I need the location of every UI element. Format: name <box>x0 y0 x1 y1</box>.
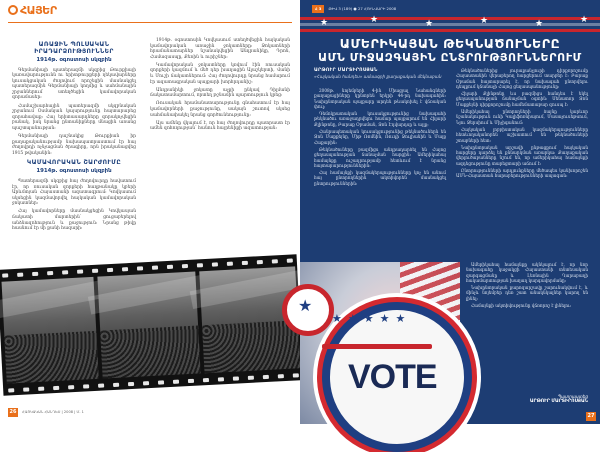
issue-text: ԹԻՎ 3 (189) ● 27 ՀՈՒՆՎԱՐԻ 2008 <box>328 6 397 11</box>
column2-paragraph: 1914թ. օգոստոսին Կովկասում ստեղծվեցին հայկական կամավորական առաջին ջոկատները։ Ջոկատների հրամանատարներ նշանակվեցին Անդրանիկը, Դրոն, Համազասպը, Քեռին և ուրիշներ։ <box>150 38 290 60</box>
article2-subheading: 1914թ. օգոստոսի սկզբին <box>36 168 112 175</box>
film-frame <box>97 272 200 379</box>
article-paragraph: Հայ համայնքի կազմակերպությունները կոչ են անում հայ ընտրողներին ակտիվորեն մասնակցել ընտրություններին։ <box>314 170 446 186</box>
article-paragraph: Հայկական լոբբիստական կազմակերպությունները հետևողականորեն աշխատում են թեկնածուների շտաբների հետ։ <box>456 126 588 143</box>
page-number: 27 <box>587 413 595 419</box>
article2-paragraph: Հայ կամավորները մասնակցեցին Կովկասյան ճակատի մարտերին՝ ցուցաբերելով անձնազոհություն և քաջություն։ Նրանց թիվը հասնում էր մի քանի հազարի։ <box>12 209 136 232</box>
article-paragraph: Դեմոկրատական կուսակցությունից նախագահի թեկնածու առաջադրվելու համար պայքարում են Հիլարի Քլինթոնը, Բարաք Օբաման, Ջոն Էդվարդսը և այլք։ <box>314 111 446 127</box>
article-paragraph: Թեկնածուներից յուրաքանչյուրի դիրքորոշումը Հայաստանին վերաբերող հարցերում տարբեր է։ Բարաք Օբաման հայտարարել է, որ նախագահ ընտրվելու դեպքում կճանաչի Հայոց ցեղասպանությունը։ <box>456 68 588 89</box>
right-page-column-3 <box>466 262 588 390</box>
signature-name: ԱՐԹՈՒՐ ՄԱՐՏԻՐՈՍՅԱՆ <box>529 399 588 404</box>
star-icon: ★ <box>535 19 544 29</box>
article1-heading: ԱՌԱՋԻՆ ՊՈԼՍԱԿԱՆ ԻՐԱԴԱՐՁՈՒԹՅՈՒՆՆԵՐ <box>34 41 114 55</box>
page-number: 26 <box>9 409 17 415</box>
article-paragraph: Նախընտրական քարոզարշավը շարունակվում է, և մինչև նոյեմբեր դեռ շատ անակնկալներ կարող են լինել։ <box>466 285 588 301</box>
author-role: «Հայկական հանդես» ամսագրի քաղաքական մեկնաբան <box>314 74 442 79</box>
right-page <box>300 0 600 424</box>
article-signature <box>530 394 588 405</box>
article-paragraph: Ընտրությունների արդյունքները մեծապես կանխորոշեն ԱՄՆ-Հայաստան հարաբերությունների ապագան։ <box>456 168 588 179</box>
article-paragraph: 2008թ. նոյեմբերի 4-ին Միացյալ Նահանգների քաղաքացիները կընտրեն երկրի 44-րդ նախագահին։ Նախընտրական պայքարը արդեն թևակոխել է վճռական փուլ։ <box>314 88 446 109</box>
title-line-2: ԱՄՆ ՄԻՋԱԶԳԱՅԻՆ ԸՆՏՐՈՒԹՅՈՒՆՆԵՐՈՒՄ <box>318 51 582 64</box>
left-page-column-2 <box>150 38 290 256</box>
article-title <box>310 36 590 65</box>
author-name: ԱՐԹՈՒՐ ՄԱՐՏԻՐՈՍՅԱՆ <box>314 68 378 73</box>
badge-stars-icon: ★★★★★ <box>332 312 412 325</box>
article-paragraph: Ամերիկահայ համայնքը ակնկալում է, որ նոր նախագահը կաջակցի Հայաստանի տնտեսական զարգացմանը և Լեռնային Ղարաբաղի հակամարտության խաղաղ կարգավորմանը։ <box>466 262 588 283</box>
article-paragraph: Համայնքի ակտիվությունը վճռորոշ է լինելու։ <box>471 303 572 309</box>
star-icon: ★ <box>425 19 434 29</box>
logo-swirl-icon <box>8 5 18 15</box>
logo-text: ՀԱՅԵՐ <box>20 4 57 17</box>
article-paragraph: Նախընտրական արշավի ընթացքում հայկական հարցերը դարձել են քննարկման առարկա։ Քաղաքական վերլուծաբանները նշում են, որ ամերիկահայ համայնքի ազդեցությունը տարեցտարի աճում է։ <box>456 144 588 166</box>
left-page <box>0 0 300 424</box>
column2-paragraph: Այս ամենը վկայում է, որ հայ ժողովուրդը պատրաստ էր ամեն զոհողության՝ հանուն հայրենիքի ազատության։ <box>150 120 290 132</box>
article1-paragraph: Գերմանիայի պատերազմի սկզբից Թուրքիայի կառավարությունն ու երիտթուրքերի ղեկավարները կուսակցական ժողովում որոշեցին մասնակցել պատերազմին Գերմանիայի կողմից և սահմանային շրջաններում ստեղծեցին կամավորական զորամասեր։ <box>12 67 136 101</box>
article2-heading: ԿԱՄԱՎՈՐԱԿԱՆ ՇԱՐԺՈՒՄԸ <box>26 159 122 167</box>
left-page-column-1 <box>12 38 136 256</box>
vote-badge-text: VOTE <box>348 358 437 396</box>
article1-paragraph: Գերմանիայի դաշնակից Թուրքիան իր քաղաքականությամբ նախապատրաստում էր հայ ժողովրդի ոչնչացման ծրագիրը, որն իրականացվեց 1915 թվականին։ <box>12 134 136 156</box>
star-icon: ★ <box>480 16 489 26</box>
right-page-column-1 <box>314 88 446 258</box>
article-paragraph: Հիլարի Քլինթոնը ևս բազմիցս հանդես է եկել ցեղասպանության ճանաչման օգտին։ Սենատոր Ջոն Մաքքեյնի դիրքորոշումը համեմատաբար զուսպ է։ <box>456 91 588 107</box>
film-frame <box>2 277 99 384</box>
left-page-footer <box>0 398 300 424</box>
star-icon: ★ <box>320 18 329 28</box>
column2-paragraph: Անդրանիկի ջոկատը աչքի ընկավ Դիլմանի ճակատամարտում, որտեղ թշնամին պարտություն կրեց։ <box>150 87 290 99</box>
film-strip-photo <box>0 254 303 396</box>
article1-subheading: 1914թ. օգոստոսի սկզբին <box>36 57 112 63</box>
article-paragraph: Ամերիկահայ ընտրողների ձայնը կարևոր նշանակություն ունի Կալիֆոռնիայում, Մասաչուսեթսում, Նյու Ջերսիում և Միչիգանում։ <box>456 109 588 125</box>
author-block <box>314 68 442 79</box>
star-icon: ★ <box>580 15 589 25</box>
footer-text: ՀԱՅԿԱԿԱՆ ՀԱՆԴԵՍ | 2008 | Մ. 1 <box>22 410 84 414</box>
issue-number: Հ 3 <box>312 5 324 13</box>
article-paragraph: Հանրապետական կուսակցությունից թեկնածուներն են Ջոն Մաքքեյնը, Միթ Ռոմնին, Ռուդի Ջուլիանին և Մայք Հաքաբին։ <box>314 129 446 145</box>
star-icon: ★ <box>370 15 379 25</box>
issue-bar <box>312 5 588 13</box>
article1-paragraph: Համաշխարհային պատերազմի սկզբնական շրջանում Օսմանյան կայսրությունը հայտարարեց զորահավաք։ Հայ երիտասարդները զորակոչվեցին բանակ, իսկ նրանց ընտանիքները մնացին առանց պաշտպանության։ <box>12 103 136 131</box>
header-divider <box>8 22 292 23</box>
magazine-logo <box>8 4 57 22</box>
signature-label: Պատրաստեց <box>557 394 588 399</box>
column2-paragraph: Կամավորական ջոկատները կռվում էին ռուսական զորքերի կազմում և մեծ դեր խաղացին Ալաշկերտի, Վանի և Մուշի ճակատներում։ Հայ ժողովուրդը նրանց համարում էր ազատագրական պայքարի խորհրդանիշ։ <box>150 62 290 85</box>
article-paragraph: Թեկնածուները բազմիցս անդրադարձել են Հայոց ցեղասպանության ճանաչման հարցին։ Ամերիկահայ համայնքը ուշադրությամբ հետևում է նրանց հայտարարություններին։ <box>314 146 446 168</box>
column2-paragraph: Ռուսական հրամանատարությունը գնահատում էր հայ կամավորների քաջությունը, սակայն շուտով սկսեց սահմանափակել նրանց գործունեությունը։ <box>150 101 290 118</box>
stars-and-stripes-band <box>300 14 600 34</box>
badge-red-stripe <box>322 344 432 349</box>
article2-paragraph: Պատերազմի սկզբից հայ ժողովուրդը հավատում էր, որ ռուսական զորքերի հաղթանակը կբերի Արևմտյան Հայաստանի ազատագրում։ Կովկասում սկսեցին կազմավորվել հայկական կամավորական ջոկատներ։ <box>12 178 136 207</box>
title-line-1: ԱՄԵՐԻԿԱՅԱՆ ԹԵԿՆԱԾՈՒՆԵՐԸ <box>339 36 561 51</box>
vote-badge-photo <box>300 262 460 424</box>
star-icon: ★ <box>298 296 313 315</box>
